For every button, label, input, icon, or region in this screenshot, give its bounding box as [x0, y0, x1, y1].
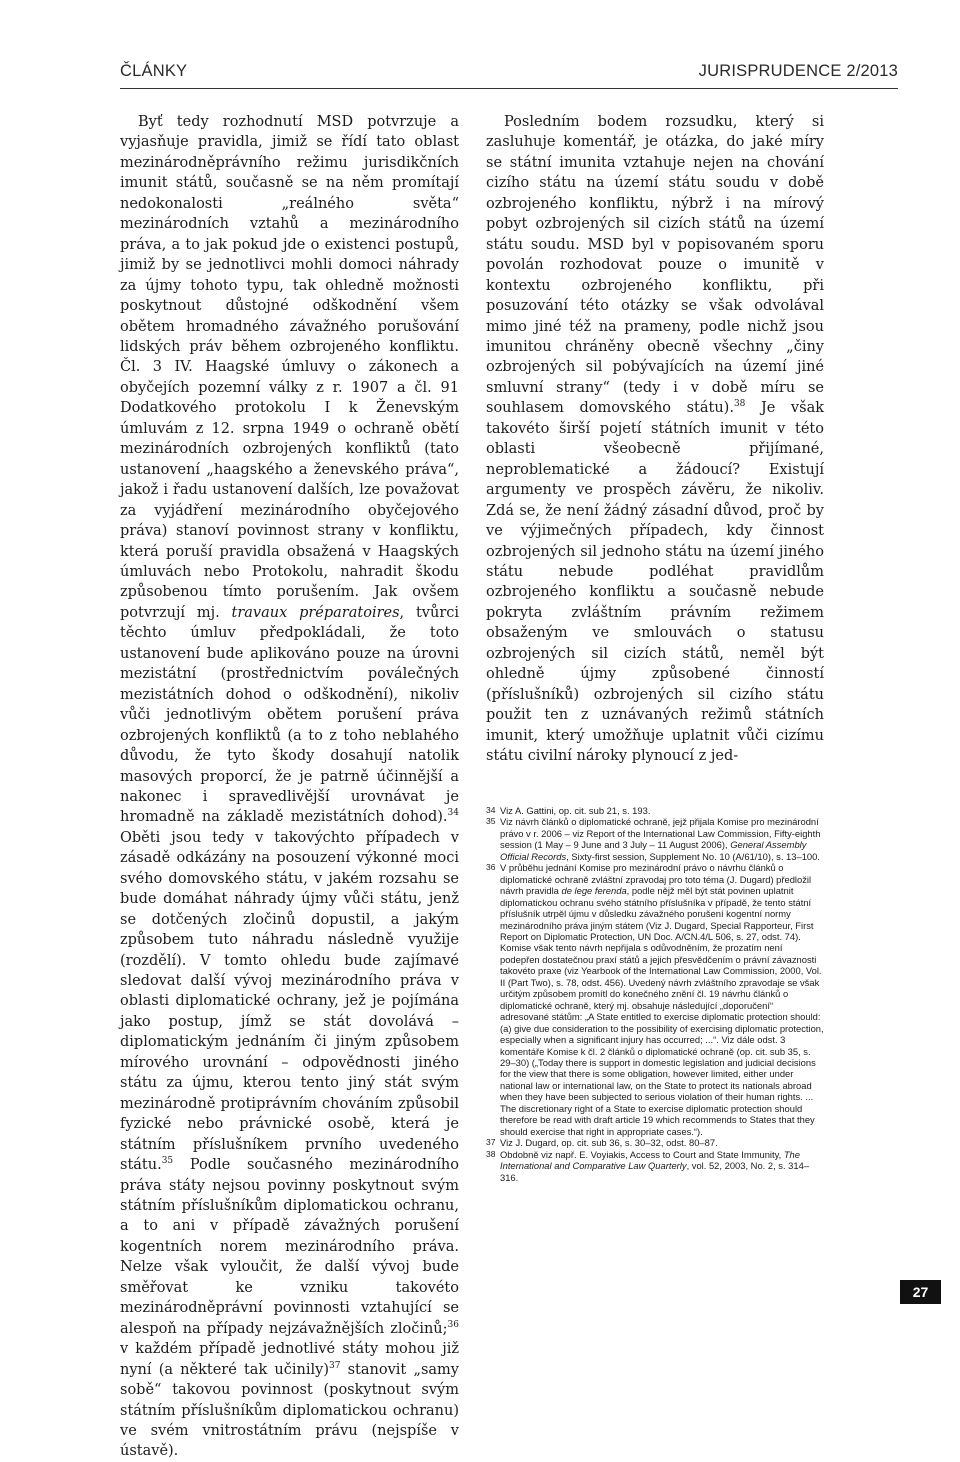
left-column [120, 112, 459, 1462]
footnote-ref-37[interactable]: 37 [328, 1360, 341, 1371]
footnote-text: V průběhu jednání Komise pro mezinárodní právo o návrhu článků o diplomatické ochraně zvláštní zpravodaj pro toto téma (J. Dugard) předložil návrh pravidla [500, 862, 812, 897]
footnote-number: 35 [486, 816, 496, 827]
paragraph-main: Byť tedy rozhodnutí MSD potvrzuje a vyjasňuje pravidla, jimiž se řídí tato oblast mezinárodněprávního režimu jurisdikčních imunit států, současně se na něm promítají nedokonalosti „reálného světa“ mezinárodních vztahů a mezinárodního práva, a to jak pokud jde o existenci postupů, jimiž by se jednotlivci mohli domoci náhrady za újmy tohoto typu, tak ohledně možnosti poskytnout důstojné odškodnění všem obětem hromadného závažného porušování lidských práv během ozbrojeného konfliktu. Čl. 3 IV. Haagské úmluvy o zákonech a obyčejích pozemní války z r. 1907 a čl. 91 Dodatkového protokolu I k Ženevským úmluvám z 12. srpna 1949 o ochraně obětí mezinárodních ozbrojených konfliktů (tato ustanovení „haagského a ženevského práva“, jakož i řadu ustanovení dalších, lze považovat za vyjádření mezinárodního obyčejového práva) stanoví povinnost strany v konfliktu, která poruší pravidla obsažená v Haagských úmluvách nebo Protokolu, nahradit škodu způsobenou tímto porušením. Jak ovšem potvrzují mj. travaux préparatoires, tvůrci těchto úmluv předpokládali, že toto ustanovení bude aplikováno pouze na úrovni mezistátní (prostřednictvím poválečných mezistátních dohod o odškodnění), nikoliv vůči jednotlivým obětem porušení práva ozbrojených konfliktů (a to z toho neblahého důvodu, že tyto škody dosahují natolik masových proporcí, že je patrně účinnější a nakonec i spravedlivější urovnávat je hromadně na základě mezistátních dohod).$^{34}$ Oběti jsou tedy v takovýchto případech v zásadě odkázány na posouzení výkonné moci svého domovského státu, v jakém rozsahu se bude domáhat náhrady újmy vůči státu, jenž se dotčených zločinů dopustil, a jakým způsobem tuto náhradu následně využije (rozdělí). V tomto ohledu bude zajímavé sledovat další vývoj mezinárodního práva v oblasti diplomatické ochrany, jež je pojímána jako postup, jímž se stát dovolává – diplomatickým jednáním či jiným způsobem mírového urovnání – odpovědnosti jiného státu za újmu, kterou tento jiný stát svým mezinárodně protiprávním chováním způsobil fyzické nebo právnické osobě, která je státním příslušníkem prvního uvedeného státu.$^{35}$ Podle současného mezinárodního práva státy nejsou povinny poskytnout svým státním příslušníkům diplomatickou ochranu, a to ani v případě závažných porušení kogentních norem mezinárodního práva. Nelze však vyloučit, že další vývoj bude směřovat ke vzniku takovéto mezinárodněprávní povinnosti vztahující se alespoň na případy nejzávažnějších zločinů;$^{36}$ v každém případě jednotlivé státy mohou již nyní (a některé tak učinily)$^{37}$ stanovit „samy sobě“ takovou povinnost (poskytnout svým státním příslušníkům diplomatickou ochranu) ve svém vnitrostátním právu (nejspíše v ústavě). [120, 114, 460, 1460]
footnote-38 [486, 1149, 824, 1183]
footnote-text: Viz návrh článků o diplomatické ochraně, jejž přijala Komise pro mezinárodní právo v r. 2006 – viz Report of the International Law Commission, Fifty-eighth session (1 May – 9 June and 3 July – 11 August 2006), [500, 816, 821, 851]
paragraph-immunity: Posledním bodem rozsudku, který si zasluhuje komentář, je otázka, do jaké míry se státní imunita vztahuje nejen na chování cizího státu na území státu soudu v době ozbrojeného konfliktu, nýbrž i na mírový pobyt ozbrojených sil cizích států na území státu soudu. MSD byl v popisovaném sporu povolán rozhodovat pouze o imunitě v kontextu ozbrojeného konfliktu, při posuzování této otázky se však odvolával mimo jiné též na prameny, podle nichž jsou imunitou chráněny obecně všechny „činy ozbrojených sil pobývajících na území jiné smluvní strany“ (tedy i v době míru se souhlasem domovského státu).$^{38}$ Je však takovéto širší pojetí státních imunit v této oblasti všeobecně přijímané, neproblematické a žádoucí? Existují argumenty ve prospěch závěru, že nikoliv. Zdá se, že není žádný zásadní důvod, proč by ve výjimečných případech, kdy činnost ozbrojených sil jednoho státu na území jiného státu nebude podléhat pravidlům ozbrojeného konfliktu a současně nebude pokryta zvláštním právním režimem obsaženým ve smlouvách o statusu ozbrojených sil cizích států, neměl být ohledně újmy způsobené činností (příslušníků) ozbrojených sil cizího státu použit ten z uznávaných režimů státních imunit, který umožňuje uplatnit vůči cizímu státu civilní nároky plynoucí z jed- [486, 114, 824, 765]
footnote-ref-35[interactable]: 35 [161, 1156, 174, 1167]
footnote-text: Viz J. Dugard, op. cit. sub 36, s. 30–32, odst. 80–87. [500, 1137, 718, 1149]
page-number: 27 [900, 1280, 941, 1304]
footnote-36 [486, 862, 824, 1137]
footnote-ref-38[interactable]: 38 [733, 399, 746, 410]
running-header [120, 62, 898, 84]
footnote-37 [486, 1137, 824, 1148]
journal-label: JURISPRUDENCE 2/2013 [698, 62, 898, 80]
footnote-text: Viz A. Gattini, op. cit. sub 21, s. 193. [500, 805, 651, 816]
footnote-text: de lege ferenda [561, 885, 627, 897]
footnote-number: 38 [486, 1148, 496, 1159]
footnote-35 [486, 816, 824, 862]
footnote-ref-34[interactable]: 34 [447, 808, 459, 819]
footnote-text: , podle nějž měl být stát povinen uplatnit diplomatickou ochranu svého státního příslušníka v případě, že tento státní příslušník utrpěl újmu v důsledku závažného porušení kogentní normy mezinárodního práva jiným státem (Viz J. Dugard, Special Rapporteur, First Report on Diplomatic Protection, UN Doc. A/CN.4/L 506, s. 27, odst. 74). Komise však tento návrh nepřijala s odůvodněním, že prozatím není podepřen dostatečnou praxí států a jejich přesvědčením o právní závaznosti takovéto praxe (viz Yearbook of the International Law Commission, 2000, Vol. II (Part Two), s. 78, odst. 456). Uvedený návrh zvláštního zpravodaje se však určitým způsobem promítl do konečného znění čl. 19 návrhu článků o diplomatické ochraně, který mj. obsahuje následující „doporučení“ adresované státům: „A State entitled to exercise diplomatic protection should: (a) give due consideration to the possibility of exercising diplomatic protection, especially when a significant injury has occurred; ...“. Viz dále odst. 3 komentáře Komise k čl. 2 článků o diplomatické ochraně (op. cit. sub 35, s. 29–30) („Today there is support in domestic legislation and judicial decisions for the view that there is some obligation, however limited, either under national law or international law, on the State to protect its nationals abroad when they have been subjected to serious violation of their human rights. ... The discretionary right of a State to exercise diplomatic protection should therefore be read with draft article 19 which recommends to States that they should exercise that right in appropriate cases.“). [500, 885, 824, 1137]
section-label: ČLÁNKY [120, 62, 188, 80]
footnote-text: Obdobně viz např. E. Voyiakis, Access to Court and State Immunity, [500, 1148, 784, 1160]
header-divider [120, 88, 898, 89]
footnote-number: 37 [486, 1137, 496, 1148]
footnote-34 [486, 805, 824, 816]
footnote-text: The International and Comparative Law Quarterly [500, 1148, 800, 1172]
footnote-ref-36[interactable]: 36 [447, 1319, 459, 1330]
footnote-text: General Assembly Official Records [500, 839, 807, 862]
footnote-text: , Sixty-first session, Supplement No. 10 (A/61/10), s. 13–100. [566, 850, 820, 862]
footnote-text: , vol. 52, 2003, No. 2, s. 314–316. [500, 1160, 810, 1183]
right-column [486, 112, 824, 767]
footnotes [486, 805, 824, 1183]
footnote-number: 34 [486, 805, 496, 815]
footnote-number: 36 [486, 862, 496, 873]
